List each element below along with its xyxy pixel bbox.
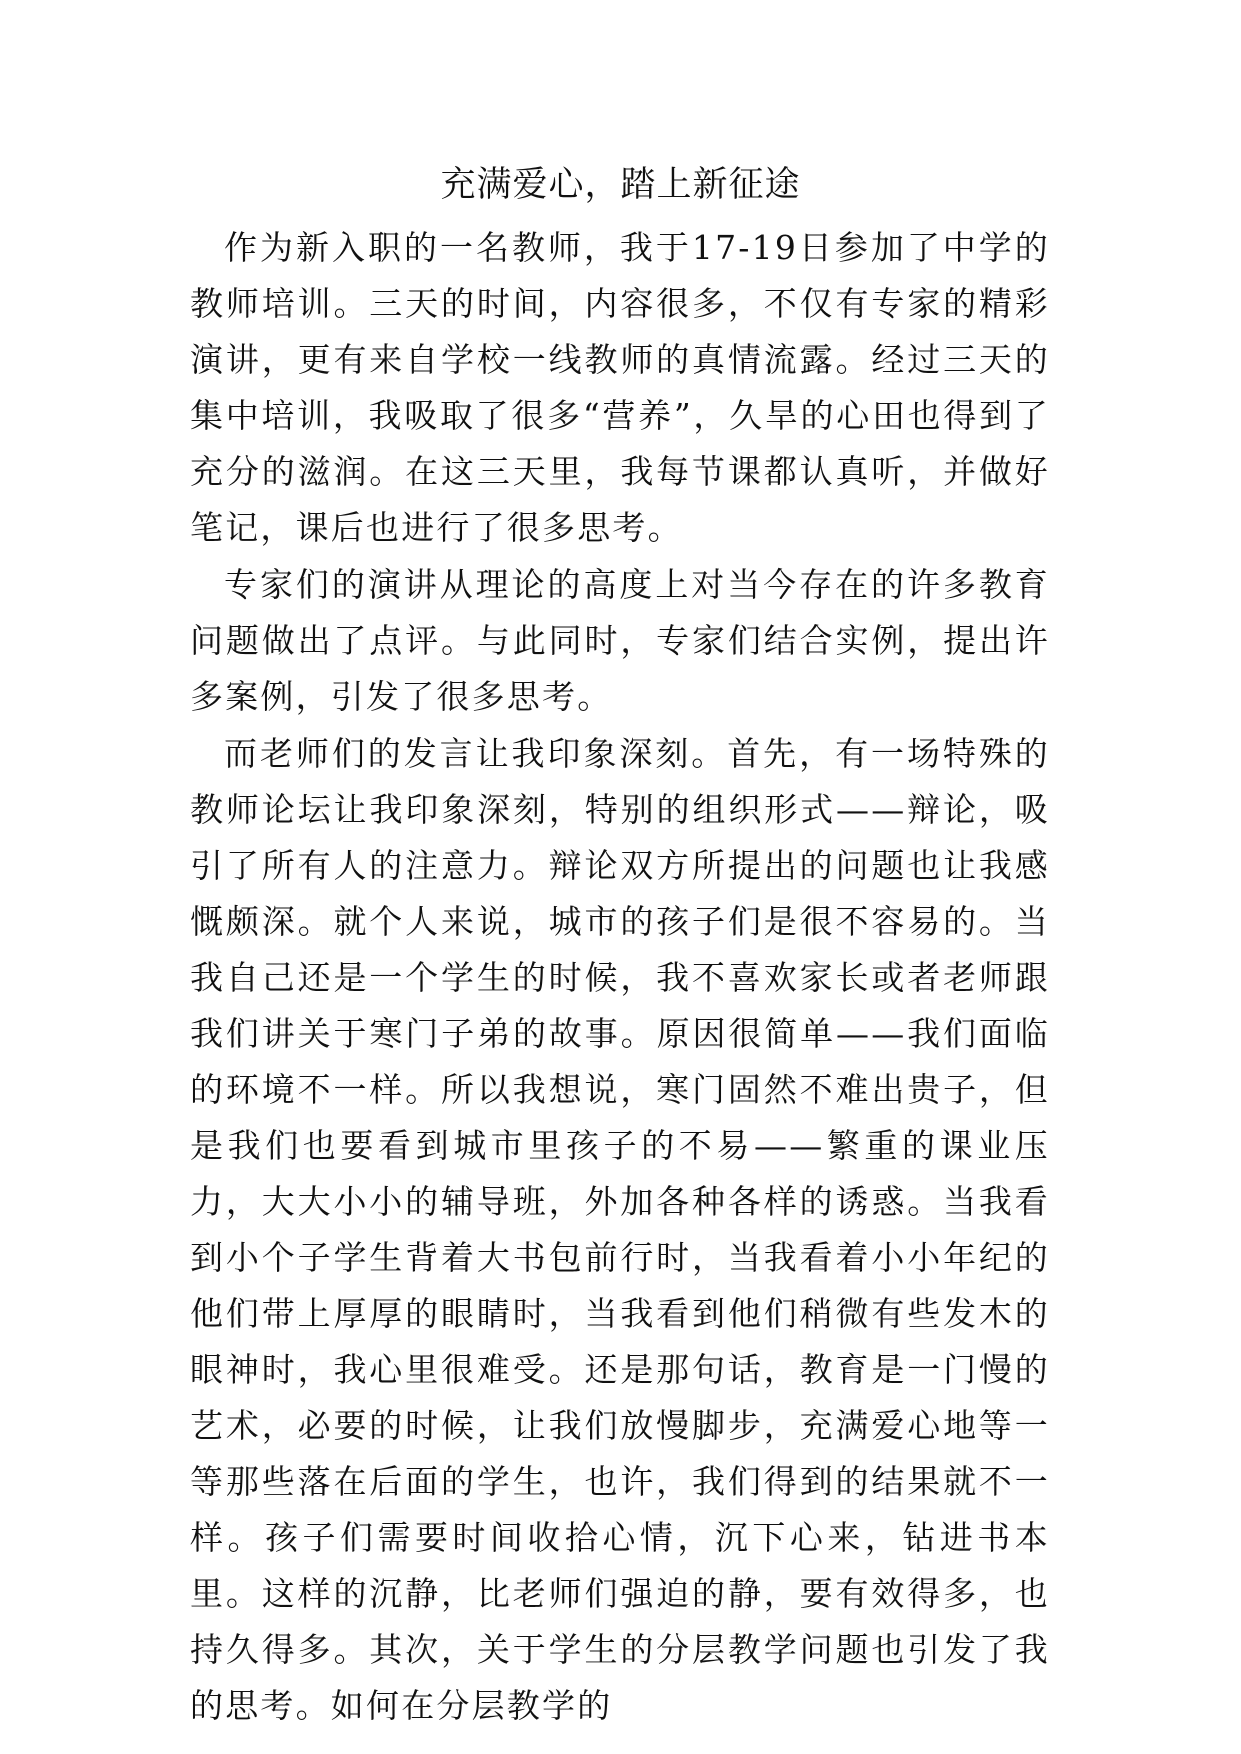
paragraph-3: 而老师们的发言让我印象深刻。首先，有一场特殊的教师论坛让我印象深刻，特别的组织形式——辩论，吸引了所有人的注意力。辩论双方所提出的问题也让我感慨颇深。就个人来说，城市的孩子们是很不容易的。当我自己还是一个学生的时候，我不喜欢家长或者老师跟我们讲关于寒门子弟的故事。原因很简单——我们面临的环境不一样。所以我想说，寒门固然不难出贵子，但是我们也要看到城市里孩子的不易——繁重的课业压力，大大小小的辅导班，外加各种各样的诱惑。当我看到小个子学生背着大书包前行时，当我看着小小年纪的他们带上厚厚的眼睛时，当我看到他们稍微有些发木的眼神时，我心里很难受。还是那句话，教育是一门慢的艺术，必要的时候，让我们放慢脚步，充满爱心地等一等那些落在后面的学生，也许，我们得到的结果就不一样。孩子们需要时间收拾心情，沉下心来，钻进书本里。这样的沉静，比老师们强迫的静，要有效得多，也持久得多。其次，关于学生的分层教学问题也引发了我的思考。如何在分层教学的 [190,734,1050,1725]
paragraph-2: 专家们的演讲从理论的高度上对当今存在的许多教育问题做出了点评。与此同时，专家们结合实例，提出许多案例，引发了很多思考。 [190,565,1050,716]
paragraph-1: 作为新入职的一名教师，我于17-19日参加了中学的教师培训。三天的时间，内容很多，不仅有专家的精彩演讲，更有来自学校一线教师的真情流露。经过三天的集中培训，我吸取了很多“营养”，久旱的心田也得到了充分的滋润。在这三天里，我每节课都认真听，并做好笔记，课后也进行了很多思考。 [190,228,1050,547]
document-body [190,220,1050,1734]
document-title: 充满爱心，踏上新征途 [440,165,801,205]
